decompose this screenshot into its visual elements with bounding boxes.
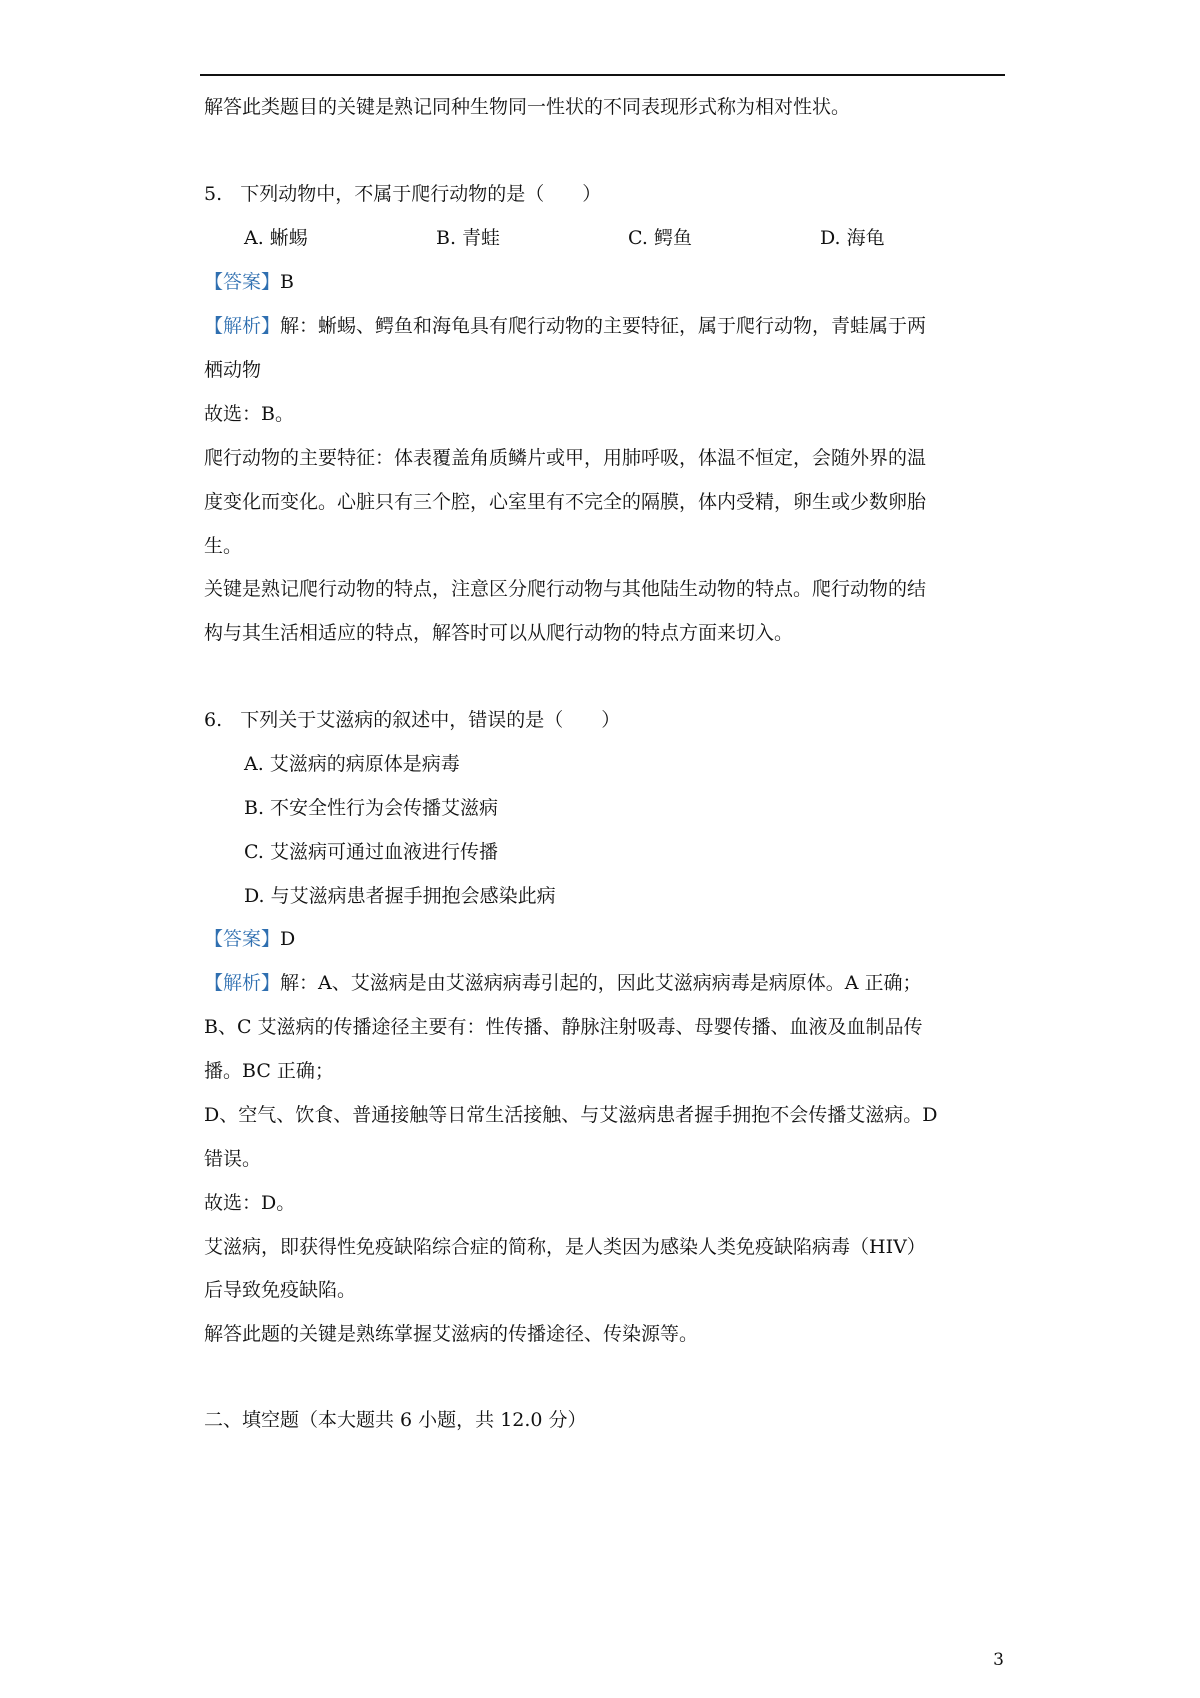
answer-line — [204, 930, 295, 949]
analysis-text: B、C 艾滋病的传播途径主要有：性传播、静脉注射吸毒、母婴传播、血液及血制品传 — [204, 1016, 923, 1038]
analysis-text: 栖动物 — [204, 359, 262, 381]
page-number: 3 — [993, 1650, 1004, 1670]
analysis-text: 爬行动物的主要特征：体表覆盖角质鳞片或甲，用肺呼吸，体温不恒定，会随外界的温 — [204, 447, 927, 469]
analysis-text: 艾滋病，即获得性免疫缺陷综合症的简称，是人类因为感染人类免疫缺陷病毒（HIV） — [204, 1236, 926, 1258]
question-text: 下列关于艾滋病的叙述中，错误的是（ ） — [240, 709, 621, 731]
analysis-text: 解：蜥蜴、鳄鱼和海龟具有爬行动物的主要特征，属于爬行动物，青蛙属于两 — [280, 315, 927, 337]
analysis-text: 生。 — [204, 535, 243, 557]
option-c: C. 艾滋病可通过血液进行传播 — [244, 841, 498, 863]
option-a: A. 蜥蜴 — [244, 227, 308, 249]
analysis-line — [204, 317, 926, 336]
answer-value: B — [280, 271, 294, 293]
option-b: B. 不安全性行为会传播艾滋病 — [244, 797, 499, 819]
analysis-tag: 【解析】 — [204, 972, 281, 994]
question-number: 6. — [204, 709, 223, 731]
question-text: 下列动物中，不属于爬行动物的是（ ） — [240, 183, 602, 205]
analysis-text: 构与其生活相适应的特点，解答时可以从爬行动物的特点方面来切入。 — [204, 622, 794, 644]
header-rule — [200, 74, 1005, 76]
analysis-text: 度变化而变化。心脏只有三个腔，心室里有不完全的隔膜，体内受精，卵生或少数卵胎 — [204, 491, 927, 513]
option-a: A. 艾滋病的病原体是病毒 — [244, 753, 460, 775]
analysis-text: 错误。 — [204, 1148, 262, 1170]
analysis-line — [204, 974, 922, 993]
analysis-text: 后导致免疫缺陷。 — [204, 1279, 357, 1301]
analysis-text: 故选：B。 — [204, 403, 294, 425]
option-b: B. 青蛙 — [436, 227, 501, 249]
analysis-text: 播。BC 正确； — [204, 1060, 334, 1082]
question-6-stem — [204, 711, 620, 730]
option-d: D. 海龟 — [820, 227, 885, 249]
intro-conclusion: 解答此类题目的关键是熟记同种生物同一性状的不同表现形式称为相对性状。 — [204, 96, 851, 118]
option-d: D. 与艾滋病患者握手拥抱会感染此病 — [244, 885, 556, 907]
analysis-text: 关键是熟记爬行动物的特点，注意区分爬行动物与其他陆生动物的特点。爬行动物的结 — [204, 578, 927, 600]
answer-tag: 【答案】 — [204, 271, 281, 293]
answer-value: D — [280, 928, 296, 950]
analysis-tag: 【解析】 — [204, 315, 281, 337]
analysis-text: 故选：D。 — [204, 1192, 296, 1214]
question-number: 5. — [204, 183, 223, 205]
question-5-stem — [204, 185, 601, 204]
section-heading: 二、填空题（本大题共 6 小题，共 12.0 分） — [204, 1409, 587, 1431]
analysis-text: D、空气、饮食、普通接触等日常生活接触、与艾滋病患者握手拥抱不会传播艾滋病。D — [204, 1104, 938, 1126]
analysis-text: 解：A、艾滋病是由艾滋病病毒引起的，因此艾滋病病毒是病原体。A 正确； — [280, 972, 922, 994]
answer-tag: 【答案】 — [204, 928, 281, 950]
option-c: C. 鳄鱼 — [628, 227, 692, 249]
answer-line — [204, 273, 294, 292]
analysis-text: 解答此题的关键是熟练掌握艾滋病的传播途径、传染源等。 — [204, 1323, 699, 1345]
